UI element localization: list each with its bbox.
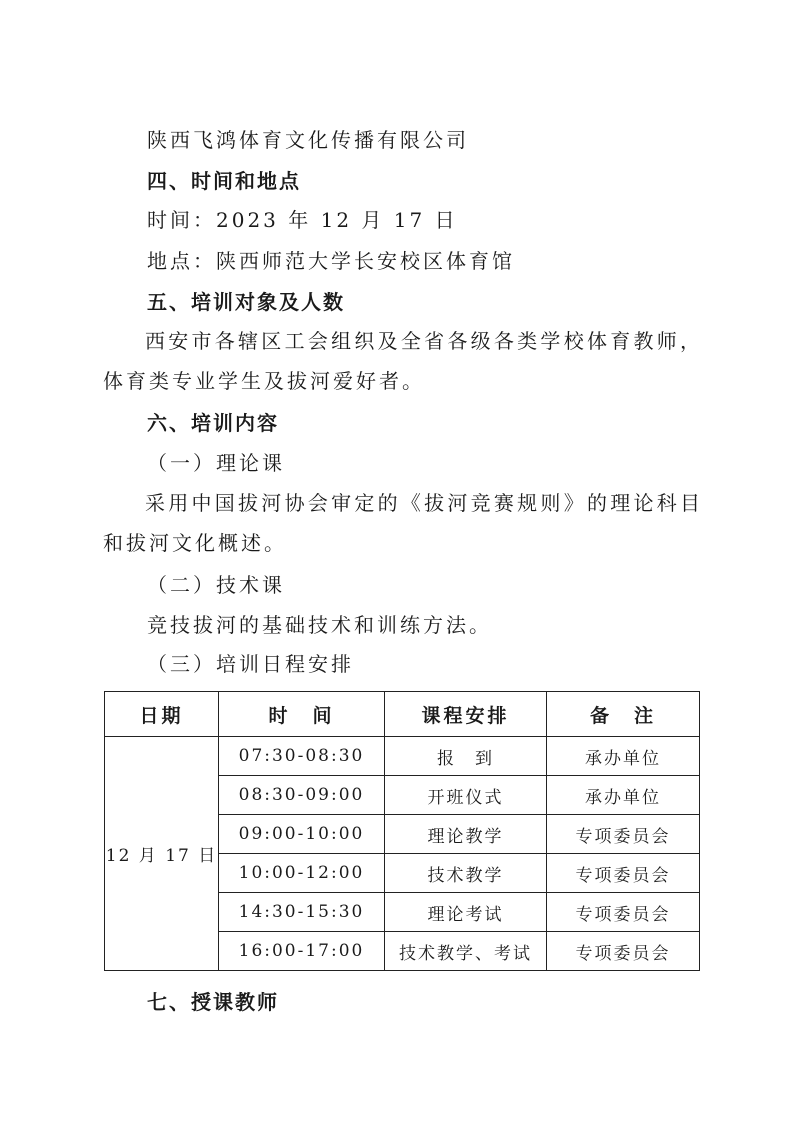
section4-heading: 四、时间和地点: [147, 169, 301, 193]
note-cell: 承办单位: [547, 737, 700, 776]
section5-heading: 五、培训对象及人数: [147, 290, 345, 314]
note-cell: 专项委员会: [547, 893, 700, 932]
header-note: 备 注: [547, 692, 700, 737]
section7-heading: 七、授课教师: [147, 990, 279, 1014]
note-cell: 专项委员会: [547, 854, 700, 893]
sub2-text: 竞技拔河的基础技术和训练方法。: [147, 613, 492, 637]
organizer-line: 陕西飞鸿体育文化传播有限公司: [147, 128, 469, 152]
time-cell: 07:30-08:30: [219, 737, 385, 776]
sub2-title: （二）技术课: [147, 573, 285, 597]
table-header-row: [105, 692, 700, 737]
note-cell: 承办单位: [547, 776, 700, 815]
header-time: 时 间: [219, 692, 385, 737]
header-course: 课程安排: [385, 692, 547, 737]
section6-heading: 六、培训内容: [147, 411, 279, 435]
time-cell: 10:00-12:00: [219, 854, 385, 893]
section5-text: 西安市各辖区工会组织及全省各级各类学校体育教师，体育类专业学生及拔河爱好者。: [103, 329, 703, 393]
sub1-title: （一）理论课: [147, 451, 285, 475]
course-cell: 技术教学: [385, 854, 547, 893]
time-cell: 16:00-17:00: [219, 932, 385, 971]
header-date: 日期: [105, 692, 219, 737]
note-cell: 专项委员会: [547, 932, 700, 971]
time-cell: 08:30-09:00: [219, 776, 385, 815]
time-line: 时间：2023 年 12 月 17 日: [147, 208, 458, 232]
place-line: 地点：陕西师范大学长安校区体育馆: [147, 249, 515, 273]
course-cell: 开班仪式: [385, 776, 547, 815]
date-cell: 12 月 17 日: [105, 737, 219, 971]
course-cell: 理论教学: [385, 815, 547, 854]
course-cell: 技术教学、考试: [385, 932, 547, 971]
note-cell: 专项委员会: [547, 815, 700, 854]
course-cell: 报 到: [385, 737, 547, 776]
sub1-text: 采用中国拔河协会审定的《拔河竞赛规则》的理论科目和拔河文化概述。: [103, 491, 703, 555]
schedule-table: [104, 691, 700, 971]
time-cell: 14:30-15:30: [219, 893, 385, 932]
table-row: [105, 737, 700, 776]
course-cell: 理论考试: [385, 893, 547, 932]
sub3-title: （三）培训日程安排: [147, 652, 354, 676]
time-cell: 09:00-10:00: [219, 815, 385, 854]
